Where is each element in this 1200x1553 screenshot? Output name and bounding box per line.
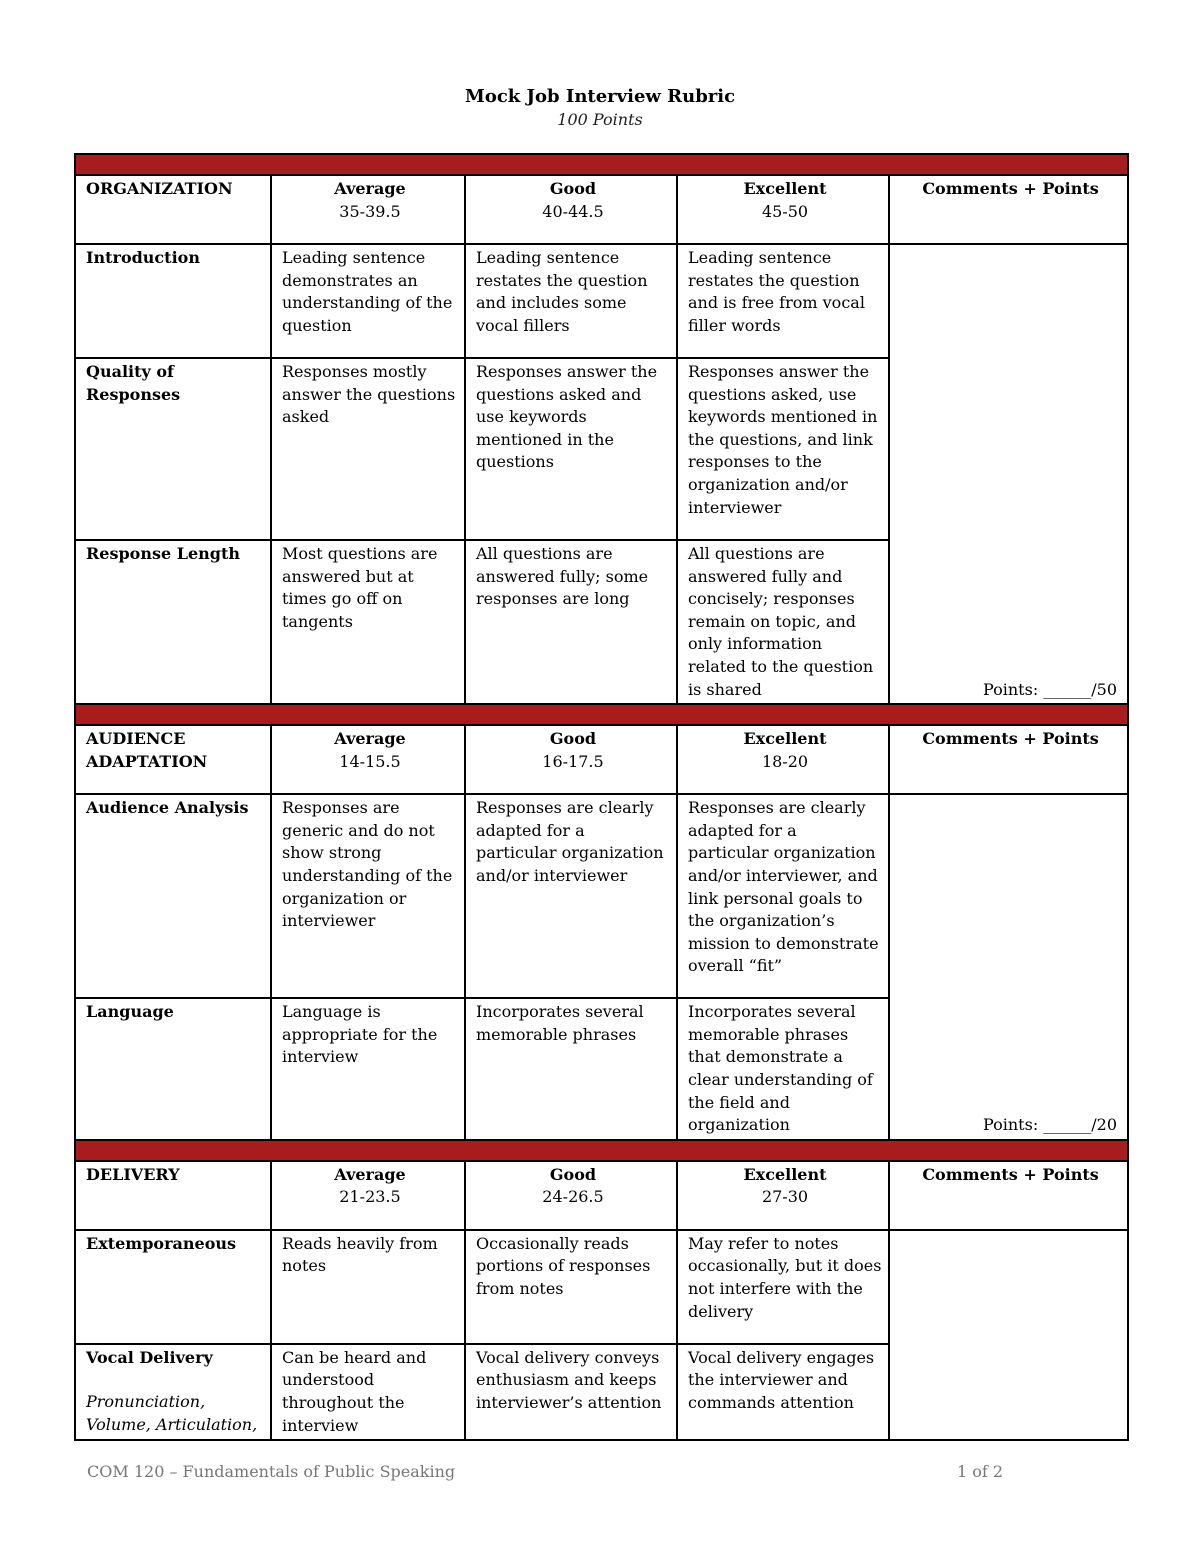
- level-excellent-header: [677, 1161, 889, 1230]
- level-label: Excellent: [743, 729, 827, 749]
- level-label: Good: [549, 179, 597, 198]
- level-label: Good: [549, 729, 597, 749]
- criterion-name: Extemporaneous: [75, 1230, 271, 1344]
- criterion-name: Quality of Responses: [75, 358, 271, 540]
- level-range: 14-15.5: [339, 751, 401, 771]
- level-average-header: [271, 725, 465, 794]
- criterion-average: Responses mostly answer the questions asked: [271, 358, 465, 540]
- comments-points-header: Comments + Points: [889, 175, 1128, 244]
- comments-points-cell[interactable]: [889, 244, 1128, 704]
- footer-course: COM 120 – Fundamentals of Public Speaking: [87, 1462, 456, 1481]
- criterion-row: [75, 244, 1128, 358]
- criterion-good: Occasionally reads portions of responses from notes: [465, 1230, 677, 1344]
- level-average-header: [271, 1161, 465, 1230]
- criterion-good: Vocal delivery conveys enthusiasm and keeps interviewer’s attention: [465, 1344, 677, 1440]
- level-range: 16-17.5: [542, 751, 604, 771]
- criterion-name: Introduction: [75, 244, 271, 358]
- level-range: 45-50: [761, 201, 809, 221]
- level-range: 24-26.5: [542, 1187, 604, 1207]
- level-good-header: [465, 175, 677, 244]
- criterion-row: [75, 1230, 1128, 1344]
- section-bar: [75, 704, 1128, 725]
- rubric-table: [74, 153, 1129, 1441]
- level-label: Excellent: [743, 1164, 827, 1184]
- criterion-good: Responses answer the questions asked and use keywords mentioned in the questions: [465, 358, 677, 540]
- criterion-excellent: Leading sentence restates the question and is free from vocal filler words: [677, 244, 889, 358]
- level-good-header: [465, 1161, 677, 1230]
- criterion-excellent: Responses are clearly adapted for a particular organization and/or interviewer, and link personal goals to the organization’s mission to demonstrate overall “fit”: [677, 794, 889, 998]
- footer-page-number: 1 of 2: [957, 1462, 1004, 1481]
- level-good-header: [465, 725, 677, 794]
- document-subtitle: 100 Points: [557, 110, 643, 129]
- level-range: 18-20: [761, 751, 809, 771]
- level-range: 40-44.5: [542, 201, 604, 221]
- criterion-name: Vocal Delivery: [86, 1347, 213, 1367]
- level-excellent-header: [677, 725, 889, 794]
- level-label: Excellent: [743, 179, 827, 198]
- level-label: Average: [334, 729, 406, 749]
- criterion-average: Can be heard and understood throughout the interview: [271, 1344, 465, 1440]
- criterion-average: Responses are generic and do not show strong understanding of the organization or interviewer: [271, 794, 465, 998]
- section-bar: [75, 1140, 1128, 1161]
- level-label: Average: [334, 179, 406, 198]
- comments-points-cell[interactable]: [889, 1230, 1128, 1440]
- criterion-row: [75, 794, 1128, 998]
- criterion-good: Responses are clearly adapted for a particular organization and/or interviewer: [465, 794, 677, 998]
- points-label: Points: ______/20: [983, 1115, 1118, 1135]
- criterion-average: Language is appropriate for the interview: [271, 998, 465, 1140]
- criterion-excellent: All questions are answered fully and concisely; responses remain on topic, and only information related to the question is shared: [677, 540, 889, 704]
- section-title: AUDIENCE ADAPTATION: [75, 725, 271, 794]
- criterion-good: All questions are answered fully; some responses are long: [465, 540, 677, 704]
- criterion-good: Leading sentence restates the question and includes some vocal fillers: [465, 244, 677, 358]
- criterion-excellent: Responses answer the questions asked, use keywords mentioned in the questions, and link responses to the organization and/or interviewer: [677, 358, 889, 540]
- criterion-excellent: Vocal delivery engages the interviewer and commands attention: [677, 1344, 889, 1440]
- section-title: DELIVERY: [75, 1161, 271, 1230]
- section-header-row: [75, 1161, 1128, 1230]
- comments-points-cell[interactable]: [889, 794, 1128, 1140]
- section-title: ORGANIZATION: [75, 175, 271, 244]
- criterion-excellent: Incorporates several memorable phrases that demonstrate a clear understanding of the field and organization: [677, 998, 889, 1140]
- points-label: Points: ______/50: [983, 679, 1118, 699]
- criterion-average: Leading sentence demonstrates an understanding of the question: [271, 244, 465, 358]
- comments-points-header: Comments + Points: [889, 1161, 1128, 1230]
- level-average-header: [271, 175, 465, 244]
- level-range: 27-30: [761, 1187, 809, 1207]
- level-label: Average: [334, 1164, 406, 1184]
- comments-points-header: Comments + Points: [889, 725, 1128, 794]
- level-range: 35-39.5: [339, 201, 401, 221]
- level-range: 21-23.5: [339, 1187, 401, 1207]
- section-header-row: [75, 725, 1128, 794]
- document-title: Mock Job Interview Rubric: [464, 86, 736, 107]
- criterion-average: Most questions are answered but at times go off on tangents: [271, 540, 465, 704]
- section-bar: [75, 154, 1128, 175]
- level-label: Good: [549, 1164, 597, 1184]
- criterion-name-cell: [75, 1344, 271, 1440]
- level-excellent-header: [677, 175, 889, 244]
- criterion-name: Audience Analysis: [75, 794, 271, 998]
- section-header-row: [75, 175, 1128, 244]
- criterion-excellent: May refer to notes occasionally, but it does not interfere with the delivery: [677, 1230, 889, 1344]
- criterion-good: Incorporates several memorable phrases: [465, 998, 677, 1140]
- criterion-average: Reads heavily from notes: [271, 1230, 465, 1344]
- criterion-name: Response Length: [75, 540, 271, 704]
- criterion-subtext: Pronunciation, Volume, Articulation,: [86, 1392, 258, 1434]
- criterion-name: Language: [75, 998, 271, 1140]
